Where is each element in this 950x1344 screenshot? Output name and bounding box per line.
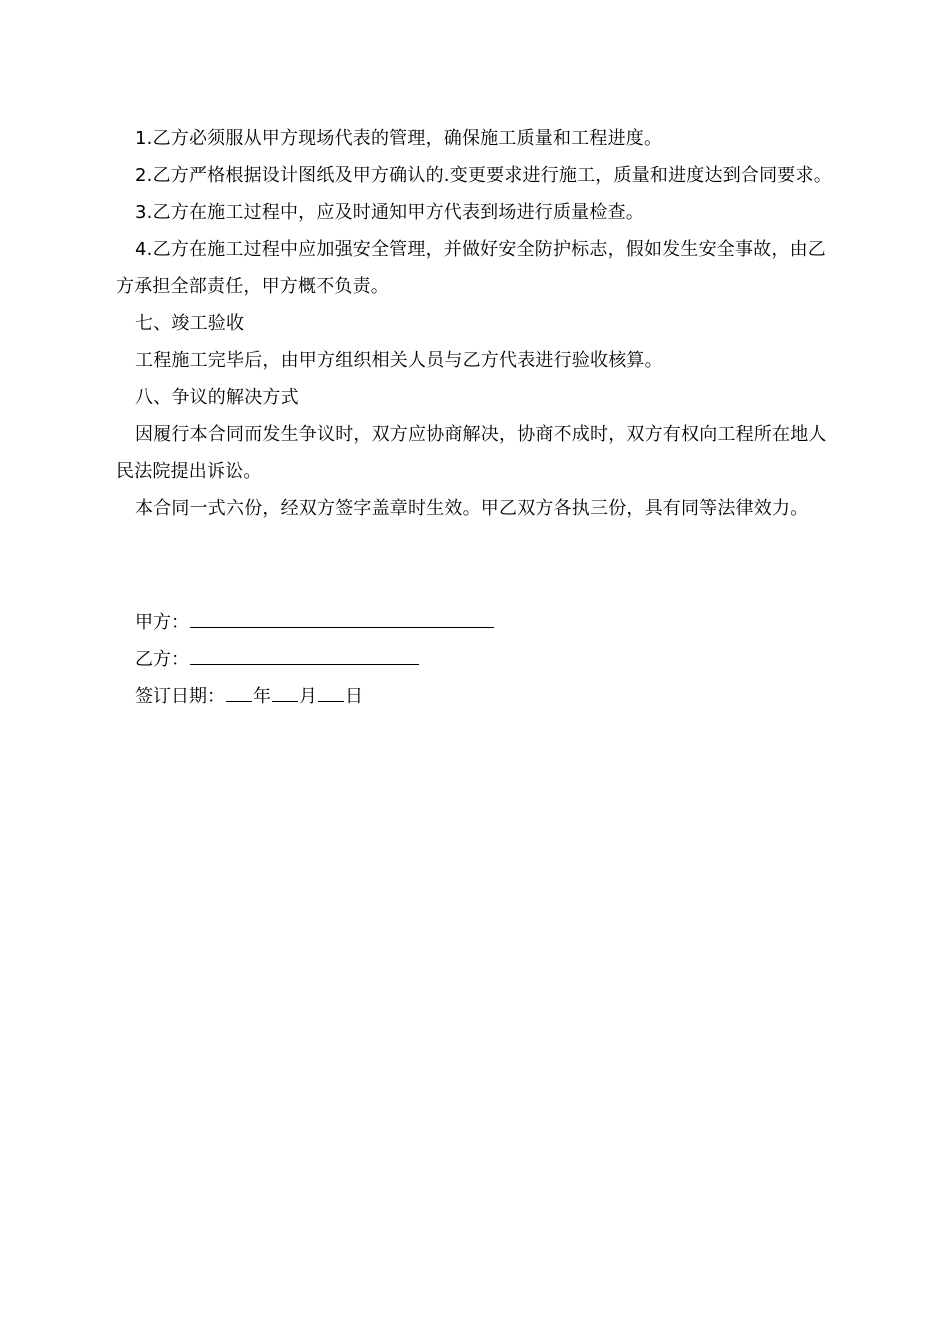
party-b-signature-line — [135, 641, 495, 678]
party-a-label: 甲方： — [135, 612, 189, 633]
signature-block — [135, 604, 495, 715]
year-blank — [226, 684, 252, 702]
month-blank — [272, 684, 298, 702]
contract-copies-text: 本合同一式六份，经双方签字盖章时生效。甲乙双方各执三份，具有同等法律效力。 — [135, 498, 809, 519]
year-label: 年 — [253, 686, 271, 707]
dispute-resolution-text: 因履行本合同而发生争议时，双方应协商解决，协商不成时，双方有权向工程所在地人民法院提出诉讼。 — [116, 424, 827, 482]
party-a-signature-line — [135, 604, 495, 641]
date-label: 签订日期： — [135, 686, 225, 707]
section-heading-completion-acceptance: 七、竣工验收 — [135, 313, 245, 334]
party-a-blank — [190, 610, 494, 628]
completion-acceptance-text: 工程施工完毕后，由甲方组织相关人员与乙方代表进行验收核算。 — [135, 350, 663, 371]
section-heading-dispute-resolution: 八、争议的解决方式 — [135, 387, 299, 408]
contract-body — [116, 120, 841, 527]
day-label: 日 — [345, 686, 363, 707]
clause-2: 2.乙方严格根据设计图纸及甲方确认的.变更要求进行施工，质量和进度达到合同要求。 — [135, 165, 832, 186]
party-b-label: 乙方： — [135, 649, 189, 670]
month-label: 月 — [299, 686, 317, 707]
day-blank — [318, 684, 344, 702]
clause-4: 4.乙方在施工过程中应加强安全管理，并做好安全防护标志，假如发生安全事故，由乙方承担全部责任，甲方概不负责。 — [116, 239, 826, 297]
clause-3: 3.乙方在施工过程中，应及时通知甲方代表到场进行质量检查。 — [135, 202, 644, 223]
clause-1: 1.乙方必须服从甲方现场代表的管理，确保施工质量和工程进度。 — [135, 128, 663, 149]
party-b-blank — [190, 647, 419, 665]
signing-date-line — [135, 678, 495, 715]
